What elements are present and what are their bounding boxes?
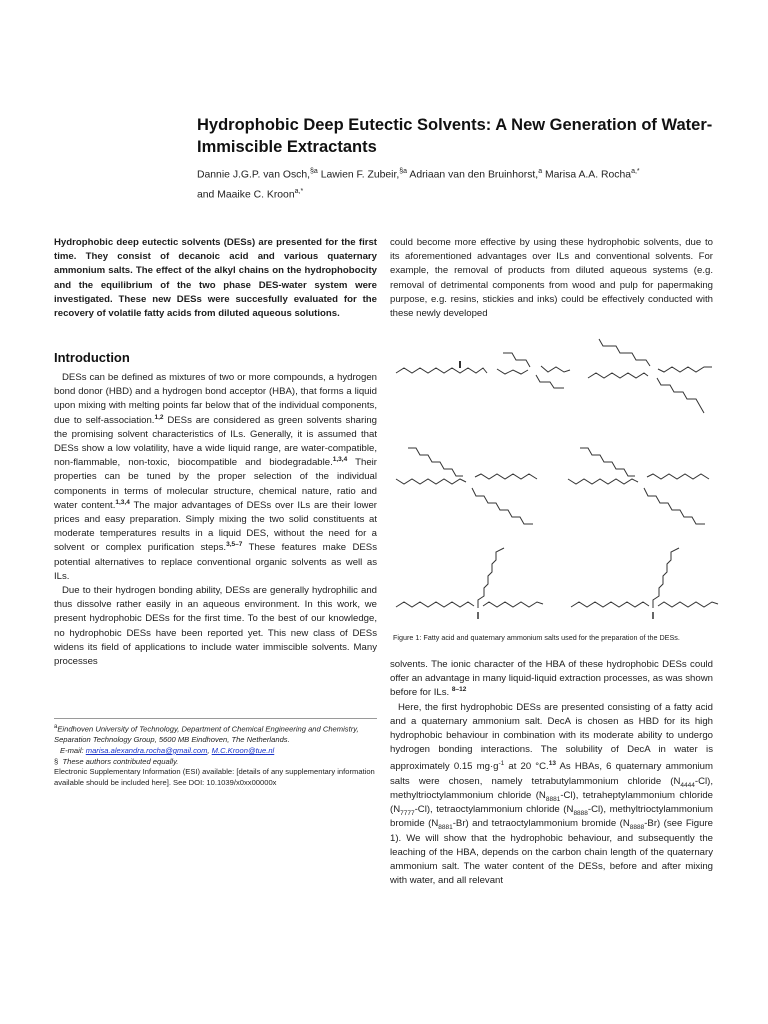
author-list — [197, 163, 727, 204]
n8888-cl-structure — [396, 448, 537, 524]
text-run: As HBAs, 6 quaternary ammonium salts were chosen, namely tetrabutylammonium chloride (N — [390, 761, 713, 787]
paragraph — [390, 658, 713, 701]
text-run: -Br) (see Figure 1). We will show that the hydrophobic behaviour, and subsequently the leaching of the HBA, depends on the carbon chain length of the quaternary ammonium salt. The water content of the DESs, before and after mixing with water, and all relevant — [390, 818, 714, 887]
superscript: -1 — [498, 760, 505, 768]
email-line — [54, 746, 377, 757]
paragraph: Due to their hydrogen bonding ability, DESs are generally hydrophilic and thus dissolve rather easily in an aqueous environment. In this work, we present hydrophobic DESs for the first time. To the best of our knowledge, no hydrophobic DESs have been reported yet. This new class of DESs widens its field of applications to include water immiscible solvents. Many processes — [54, 585, 377, 668]
text-run: The major advantages of DESs over ILs are their lower prices and easy preparation. Simply mixing the two solid constituents at moderate temperatures results in a liquid DES, without the need for a solvent or complex purification steps. — [54, 499, 377, 554]
text-run: -Cl), methyltrioctylammonium chloride (N — [390, 775, 713, 802]
text-run: DESs can be defined as mixtures of two or more compounds, a hydrogen bond donor (HBD) and a hydrogen bond acceptor (HBA), that forms a liquid upon mixing with melting points far below that of the individual components, due to self-association. — [54, 372, 377, 426]
figure-1-structures — [388, 336, 723, 626]
abstract: Hydrophobic deep eutectic solvents (DESs) are presented for the first time. They consist of decanoic acid and various quaternary ammonium salts. The effect of the alkyl chains on the hydrophobocity and the equilibrium of the two phase DES-water system were investigated. These new DESs were succesfully evaluated for the recovery of volatile fatty acids from diluted aqueous solutions. — [54, 237, 377, 320]
subscript: 8888 — [629, 824, 645, 832]
text-run: Here, the first hydrophobic DESs are presented consisting of a fatty acid and a quaternary ammonium salt. DecA is chosen as HBD for its high hydrophobic behaviour in combination with its moderate ability to undergo hydrogen bonding interactions. The solubility of DecA in water is approximately 0.15 mg·g — [390, 701, 713, 773]
citation: 1,3,4 — [332, 456, 348, 464]
paragraph — [390, 701, 713, 889]
text-run: These features make DESs potential alternatives to replace conventional organic solvents as well as ILs. — [54, 542, 377, 582]
email-link-rocha[interactable]: marisa.alexandra.rocha@gmail.com — [85, 745, 208, 755]
n8888-br-structure — [568, 448, 709, 524]
citation: 8–12 — [451, 686, 467, 694]
n7777-cl-structure — [588, 339, 712, 413]
text-run: Their properties can be tuned by the proper selection of the individual components in terms of molecular structure, chemical nature, ratio and water content. — [54, 457, 377, 511]
footnotes — [54, 722, 377, 789]
citation: 3,5–7 — [226, 541, 243, 549]
subscript: 8888 — [573, 810, 588, 818]
subscript: 7777 — [400, 810, 415, 818]
author: and Maaike C. Kroon — [197, 189, 295, 201]
author-marks: a — [538, 168, 543, 175]
text-run: -Cl), tetraheptylammonium chloride (N — [390, 790, 713, 816]
figure-caption: Figure 1: Fatty acid and quaternary ammonium salts used for the preparation of the DESs. — [393, 633, 680, 642]
section-mark: § — [54, 756, 59, 766]
affiliation-note — [54, 722, 377, 746]
author-marks: §a — [399, 168, 408, 175]
equal-contribution-text: These authors contributed equally. — [62, 756, 179, 766]
citation: 1,3,4 — [115, 498, 130, 506]
subscript: 8881 — [545, 795, 561, 803]
n8881-cl-structure — [396, 548, 543, 619]
text-run: DESs are considered as green solvents sharing the promising solvent characteristics of ILs. Generally, it is assumed that DESs show a low volatility, have a wide liquid range, are water-compatible, non-flammable, non-toxic, biocompatible and biodegradable. — [54, 414, 377, 469]
section-heading-introduction: Introduction — [54, 350, 130, 365]
author: Lawien F. Zubeir, — [320, 169, 400, 181]
paragraph — [54, 371, 377, 584]
n4444-cl-structure — [497, 353, 570, 388]
author-marks: a,* — [631, 168, 640, 175]
introduction-body — [54, 371, 377, 669]
affiliation-mark: a — [54, 724, 58, 730]
text-run: at 20 °C. — [504, 761, 549, 773]
footnote-divider — [54, 718, 377, 719]
subscript: 4444 — [680, 781, 695, 789]
text-run: solvents. The ionic character of the HBA of these hydrophobic DESs could offer an advantage in many liquid-liquid extraction processes, as was shown before for ILs. — [390, 659, 713, 699]
author-marks: a,* — [294, 188, 304, 196]
author: Adriaan van den Bruinhorst, — [409, 169, 539, 181]
email-separator: , — [207, 745, 212, 755]
decanoic-acid-structure — [396, 361, 487, 373]
right-column-paragraph: could become more effective by using these hydrophobic solvents, due to its aforementioned advantages over ILs and conventional solvents. For example, the removal of products from diluted aqueous systems (e.g. removal of detrimental components from wood and pulp for papermaking purpose, e.g. resins, stickies and inks) could be effectively conducted with these newly developed — [390, 237, 713, 320]
equal-contribution-note — [54, 757, 377, 768]
email-link-kroon[interactable]: M.C.Kroon@tue.nl — [211, 745, 275, 755]
esi-note: Electronic Supplementary Information (ESI) available: [details of any supplementary information available should be included here]. See DOI: 10.1039/x0xx00000x — [54, 767, 375, 788]
author-marks: §a — [310, 168, 318, 175]
author: Dannie J.G.P. van Osch, — [197, 169, 311, 181]
citation: 13 — [548, 760, 556, 768]
email-label: E-mail: — [60, 745, 86, 755]
author: Marisa A.A. Rocha — [545, 169, 632, 181]
text-run: -Br) and tetraoctylammonium bromide (N — [452, 818, 630, 830]
affiliation-text: Eindhoven University of Technology, Department of Chemical Engineering and Chemistry, Separation Technology Group, 5600 MB Eindhoven, The Netherlands. — [54, 724, 359, 745]
citation: 1,2 — [154, 413, 164, 421]
text-run: -Cl), tetraoctylammonium chloride (N — [414, 804, 574, 816]
subscript: 8881 — [438, 824, 453, 832]
paper-title: Hydrophobic Deep Eutectic Solvents: A New Generation of Water-Immiscible Extractants — [197, 116, 713, 156]
right-column-body — [390, 658, 713, 888]
text-run: -Cl), methyltrioctylammonium bromide (N — [390, 804, 713, 830]
n8881-br-structure — [571, 548, 718, 619]
